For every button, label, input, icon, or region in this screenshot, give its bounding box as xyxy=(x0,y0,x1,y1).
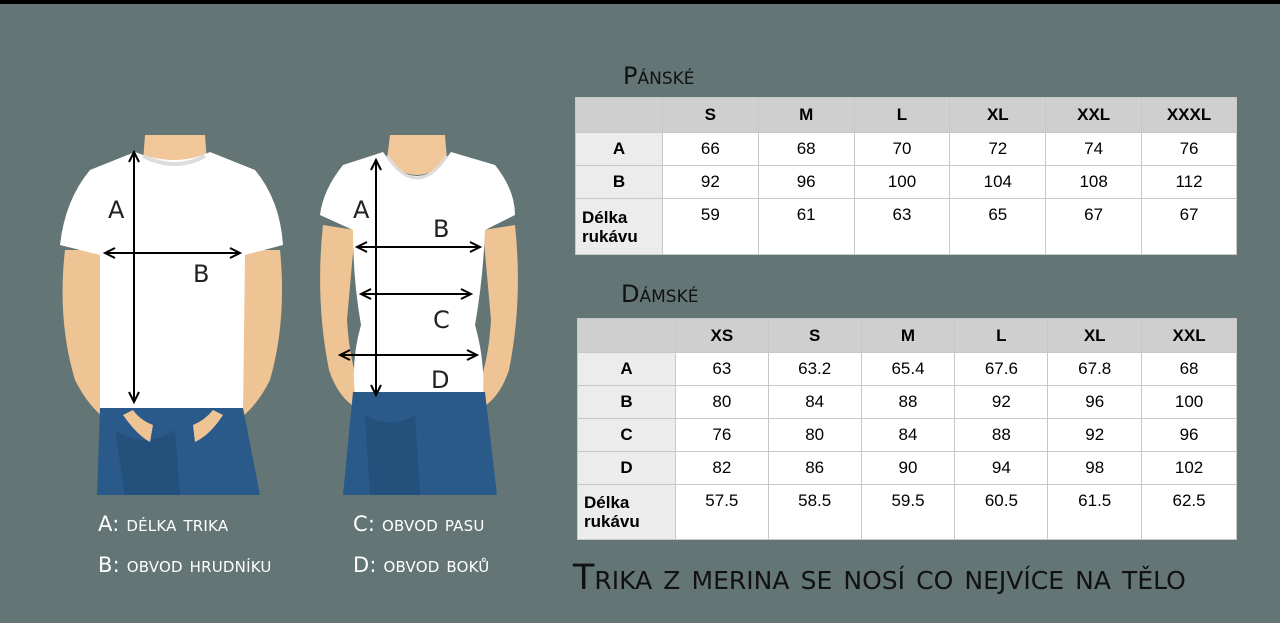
table-cell: 90 xyxy=(861,452,955,485)
table-cell: 80 xyxy=(675,386,768,419)
row-label-line: Délka xyxy=(582,207,628,227)
table-cell: 100 xyxy=(854,166,950,199)
table-cell: 59.5 xyxy=(861,485,955,540)
table-row xyxy=(578,353,1237,386)
table-cell: 92 xyxy=(662,166,758,199)
womens-figure-label-b: B xyxy=(433,215,450,243)
table-cell: 88 xyxy=(861,386,955,419)
table-cell: 102 xyxy=(1142,452,1237,485)
table-cell: 112 xyxy=(1142,166,1237,199)
table-row xyxy=(578,419,1237,452)
mens-size-header: L xyxy=(854,98,950,133)
legend-d: D: obvod boků xyxy=(353,553,490,577)
womens-size-header: L xyxy=(955,319,1048,353)
table-row xyxy=(576,199,1237,255)
womens-figure-label-d: D xyxy=(431,366,450,394)
womens-header-row xyxy=(578,319,1237,353)
mens-tshirt-figure xyxy=(55,130,290,500)
table-cell: 67 xyxy=(1142,199,1237,255)
womens-size-table xyxy=(577,318,1237,540)
table-cell: 57.5 xyxy=(675,485,768,540)
table-row xyxy=(576,133,1237,166)
womens-size-header: M xyxy=(861,319,955,353)
table-cell: 108 xyxy=(1046,166,1142,199)
table-cell: 68 xyxy=(758,133,854,166)
table-cell: 61.5 xyxy=(1048,485,1142,540)
table-row xyxy=(578,485,1237,540)
table-cell: 65.4 xyxy=(861,353,955,386)
table-cell: 74 xyxy=(1046,133,1142,166)
row-label-line: rukávu xyxy=(582,226,638,246)
table-cell: 67 xyxy=(1046,199,1142,255)
womens-size-header: XS xyxy=(675,319,768,353)
womens-size-header: XXL xyxy=(1142,319,1237,353)
mens-corner-cell xyxy=(576,98,663,133)
mens-size-header: M xyxy=(758,98,854,133)
mens-title: Pánské xyxy=(623,62,695,90)
table-cell: 82 xyxy=(675,452,768,485)
table-cell: 84 xyxy=(768,386,861,419)
table-row xyxy=(578,386,1237,419)
row-label: B xyxy=(578,386,676,419)
table-cell: 96 xyxy=(758,166,854,199)
legend-b: B: obvod hrudníku xyxy=(98,553,272,577)
mens-size-header: XXXL xyxy=(1142,98,1237,133)
table-cell: 84 xyxy=(861,419,955,452)
mens-figure-label-a: A xyxy=(108,196,125,224)
table-cell: 92 xyxy=(955,386,1048,419)
footer-note: Trika z merina se nosí co nejvíce na tělo xyxy=(573,558,1186,598)
table-cell: 92 xyxy=(1048,419,1142,452)
table-cell: 62.5 xyxy=(1142,485,1237,540)
womens-tshirt-figure xyxy=(315,130,525,500)
mens-figure-label-b: B xyxy=(193,260,210,288)
table-cell: 67.6 xyxy=(955,353,1048,386)
legend-a: A: délka trika xyxy=(98,512,229,536)
table-cell: 88 xyxy=(955,419,1048,452)
row-label: D xyxy=(578,452,676,485)
womens-figure-label-c: C xyxy=(433,306,450,334)
table-cell: 63.2 xyxy=(768,353,861,386)
womens-corner-cell xyxy=(578,319,676,353)
table-cell: 96 xyxy=(1142,419,1237,452)
row-label-line: Délka xyxy=(584,493,630,512)
table-cell: 80 xyxy=(768,419,861,452)
mens-size-header: XXL xyxy=(1046,98,1142,133)
table-cell: 65 xyxy=(950,199,1046,255)
legend-c: C: obvod pasu xyxy=(353,512,485,536)
womens-size-header: XL xyxy=(1048,319,1142,353)
row-label: B xyxy=(576,166,663,199)
mens-size-header: S xyxy=(662,98,758,133)
row-label-sleeve xyxy=(576,199,663,255)
table-cell: 63 xyxy=(675,353,768,386)
womens-size-header: S xyxy=(768,319,861,353)
table-cell: 63 xyxy=(854,199,950,255)
table-cell: 76 xyxy=(1142,133,1237,166)
table-cell: 58.5 xyxy=(768,485,861,540)
mens-size-table xyxy=(575,97,1237,255)
table-cell: 86 xyxy=(768,452,861,485)
row-label: A xyxy=(576,133,663,166)
womens-title: Dámské xyxy=(621,280,699,308)
row-label-sleeve xyxy=(578,485,676,540)
womens-figure-label-a: A xyxy=(353,196,370,224)
table-cell: 70 xyxy=(854,133,950,166)
table-cell: 66 xyxy=(662,133,758,166)
table-row xyxy=(578,452,1237,485)
table-cell: 68 xyxy=(1142,353,1237,386)
table-cell: 96 xyxy=(1048,386,1142,419)
table-cell: 61 xyxy=(758,199,854,255)
table-row xyxy=(576,166,1237,199)
table-cell: 94 xyxy=(955,452,1048,485)
top-border xyxy=(0,0,1280,4)
row-label-line: rukávu xyxy=(584,512,640,531)
mens-size-header: XL xyxy=(950,98,1046,133)
table-cell: 60.5 xyxy=(955,485,1048,540)
table-cell: 104 xyxy=(950,166,1046,199)
table-cell: 67.8 xyxy=(1048,353,1142,386)
row-label: A xyxy=(578,353,676,386)
row-label: C xyxy=(578,419,676,452)
table-cell: 98 xyxy=(1048,452,1142,485)
table-cell: 76 xyxy=(675,419,768,452)
mens-header-row xyxy=(576,98,1237,133)
table-cell: 59 xyxy=(662,199,758,255)
table-cell: 100 xyxy=(1142,386,1237,419)
table-cell: 72 xyxy=(950,133,1046,166)
